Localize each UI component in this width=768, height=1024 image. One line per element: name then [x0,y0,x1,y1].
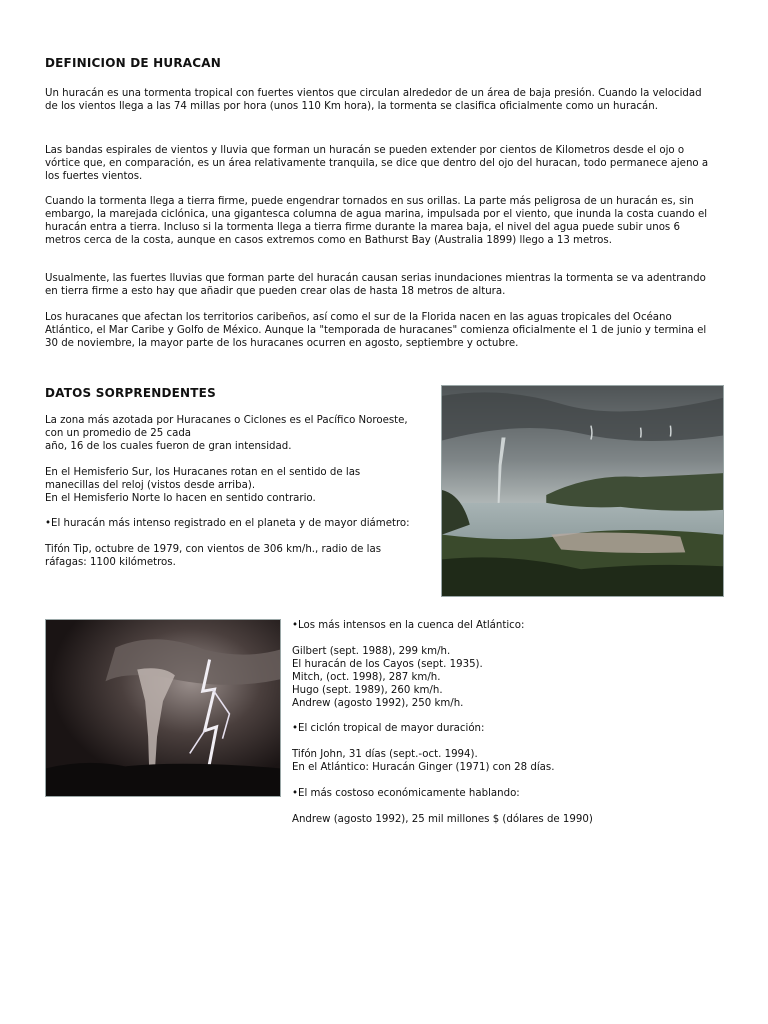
text-line: El huracán de los Cayos (sept. 1935). [292,658,483,670]
atlantico-text-block [292,620,722,827]
text-line: Andrew (agosto 1992), 250 km/h. [292,697,464,709]
datos-text-block [45,415,435,570]
text-line: En el Atlántico: Huracán Ginger (1971) con 28 días. [292,762,555,774]
text-line: En el Hemisferio Norte lo hacen en sentido contrario. [45,492,316,504]
paragraph-4: Usualmente, las fuertes lluvias que forman parte del huracán causan serias inundaciones mientras la tormenta se va adentrando en tierra firme a esto hay que añadir que pueden crear olas de hasta 18 metros de altura. [45,273,706,297]
text-line: En el Hemisferio Sur, los Huracanes rotan en el sentido de las [45,466,361,478]
text-line: Tifón John, 31 días (sept.-oct. 1994). [292,749,478,761]
text-line: •El más costoso económicamente hablando: [292,788,520,800]
paragraph-2: Las bandas espirales de vientos y lluvia que forman un huracán se pueden extender por cientos de Kilometros desde el ojo o vórtice que, en comparación, es un área relativamente tranquila, se dice que dentro del ojo del huracan, todo permanece ajeno a los fuertes vientos. [45,145,709,182]
waterspout-photo [441,385,724,597]
paragraph-3: Cuando la tormenta llega a tierra firme, puede engendrar tornados en sus orillas. La parte más peligrosa de un huracán es, sin embargo, la marejada ciclónica, una gigantesca columna de agua marina, impulsada por el viento, que inunda la costa cuando el huracán entra a tierra. Incluso si la tormenta llega a tierra firme durante la marea baja, el nivel del agua puede subir unos 6 metros cerca de la costa, aunque en casos extremos como en Bathurst Bay (Australia 1899) llego a 13 metros. [45,196,708,246]
text-line: con un promedio de 25 cada [45,427,192,439]
heading-definicion: DEFINICION DE HURACAN [45,56,222,70]
text-line: manecillas del reloj (vistos desde arriba). [45,479,256,491]
text-line: •Los más intensos en la cuenca del Atlántico: [292,620,525,631]
paragraph-1: Un huracán es una tormenta tropical con fuertes vientos que circulan alrededor de un área de baja presión. Cuando la velocidad de los vientos llega a las 74 millas por hora (unos 110 Km hora), la tormenta se clasifica oficialmente como un huracán. [45,88,702,112]
text-line: Hugo (sept. 1989), 260 km/h. [292,684,443,696]
heading-datos: DATOS SORPRENDENTES [45,386,216,400]
text-line: Tifón Tip, octubre de 1979, con vientos de 306 km/h., radio de las [45,544,382,556]
text-line: La zona más azotada por Huracanes o Ciclones es el Pacífico Noroeste, [45,415,408,426]
text-line: año, 16 de los cuales fueron de gran intensidad. [45,440,292,452]
text-line: •El ciclón tropical de mayor duración: [292,723,485,735]
tornado-lightning-photo [45,619,281,797]
paragraph-5: Los huracanes que afectan los territorios caribeños, así como el sur de la Florida nacen en las aguas tropicales del Océano Atlántico, el Mar Caribe y Golfo de México. Aunque la "temporada de huracanes" comienza oficialmente el 1 de junio y termina el 30 de noviembre, la mayor parte de los huracanes ocurren en agosto, septiembre y octubre. [45,312,707,349]
text-line: •El huracán más intenso registrado en el planeta y de mayor diámetro: [45,518,410,530]
text-line: Gilbert (sept. 1988), 299 km/h. [292,645,451,657]
text-line: Andrew (agosto 1992), 25 mil millones $ (dólares de 1990) [292,814,593,826]
text-line: Mitch, (oct. 1998), 287 km/h. [292,671,441,683]
text-line: ráfagas: 1100 kilómetros. [45,557,176,569]
